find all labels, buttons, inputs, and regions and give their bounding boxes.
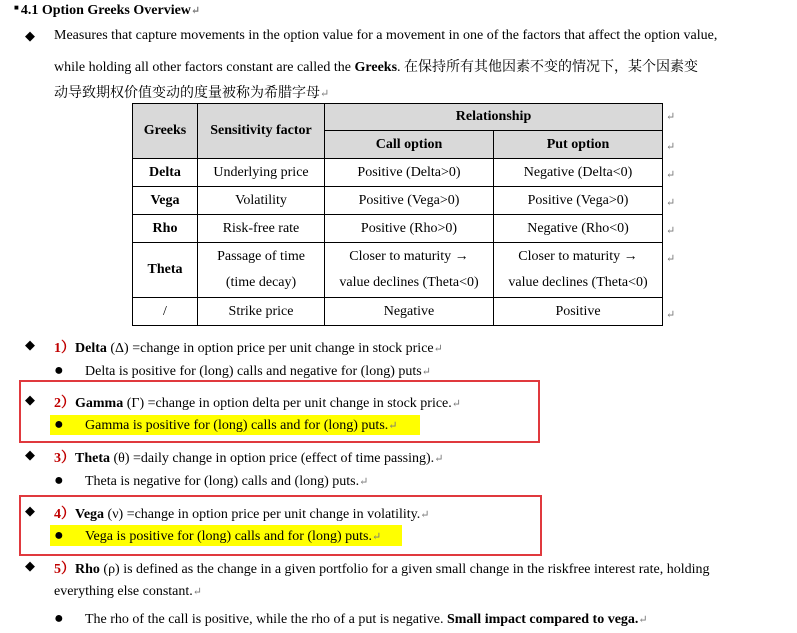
cell-call: Negative xyxy=(325,298,494,326)
header-call: Call option xyxy=(325,131,494,159)
diamond-bullet-icon: ◆ xyxy=(25,558,35,573)
paragraph-mark-icon: ↵ xyxy=(388,420,398,432)
table-row xyxy=(133,187,663,215)
theta-definition: 3）Theta (θ) =daily change in option price (effect of time passing).↵ xyxy=(54,451,444,466)
row-end-mark-icon: ↵ xyxy=(666,197,676,209)
paragraph-mark-icon: ↵ xyxy=(420,509,430,521)
cell-factor: Strike price xyxy=(198,298,325,326)
gamma-definition: 2）Gamma (Γ) =change in option delta per unit change in stock price.↵ xyxy=(54,396,461,411)
dot-bullet-icon: ● xyxy=(54,527,64,544)
row-end-mark-icon: ↵ xyxy=(666,111,676,123)
row-end-mark-icon: ↵ xyxy=(666,169,676,181)
paragraph-mark-icon: ↵ xyxy=(434,453,444,465)
theta-bullet-text: Theta is negative for (long) calls and (long) puts.↵ xyxy=(85,474,369,489)
cell-factor: Risk-free rate xyxy=(198,215,325,243)
paragraph-mark-icon: ↵ xyxy=(371,531,382,543)
cell-greek: Vega xyxy=(133,187,198,215)
diamond-bullet-icon: ◆ xyxy=(25,447,35,462)
cell-put: Negative (Delta<0) xyxy=(494,159,663,187)
delta-bullet-text: Delta is positive for (long) calls and negative for (long) puts↵ xyxy=(85,364,431,379)
diamond-bullet-icon: ◆ xyxy=(25,503,35,518)
header-sensitivity: Sensitivity factor xyxy=(198,104,325,159)
paragraph-mark-icon: ↵ xyxy=(359,476,369,488)
row-end-mark-icon: ↵ xyxy=(666,141,676,153)
cell-put: Negative (Rho<0) xyxy=(494,215,663,243)
cell-put: Positive xyxy=(494,298,663,326)
section-title: 4.1 Option Greeks Overview xyxy=(20,3,191,18)
intro-line-3: 动导致期权价值变动的度量被称为希腊字母↵ xyxy=(54,86,330,101)
row-end-mark-icon: ↵ xyxy=(666,253,676,265)
rho-definition-line2: everything else constant.↵ xyxy=(54,584,203,599)
gamma-bullet-text: Gamma is positive for (long) calls and for (long) puts.↵ xyxy=(85,418,398,433)
paragraph-mark-icon: ↵ xyxy=(192,586,203,598)
table-row xyxy=(133,215,663,243)
header-greeks: Greeks xyxy=(133,104,198,159)
header-relationship: Relationship xyxy=(325,104,663,131)
paragraph-mark-icon: ↵ xyxy=(433,343,443,355)
header-put: Put option xyxy=(494,131,663,159)
cell-greek: / xyxy=(133,298,198,326)
heading-square-marker: ■ xyxy=(14,3,19,12)
cell-put: Closer to maturity → value declines (Theta<0) xyxy=(494,243,663,298)
cell-greek: Rho xyxy=(133,215,198,243)
row-end-mark-icon: ↵ xyxy=(666,225,676,237)
cell-call: Positive (Vega>0) xyxy=(325,187,494,215)
dot-bullet-icon: ● xyxy=(54,362,64,379)
cell-factor: Passage of time (time decay) xyxy=(198,243,325,298)
cell-factor: Volatility xyxy=(198,187,325,215)
paragraph-mark-icon: ↵ xyxy=(421,366,431,378)
paragraph-mark-icon: ↵ xyxy=(638,614,648,626)
dot-bullet-icon: ● xyxy=(54,472,64,489)
section-heading xyxy=(14,3,200,19)
cell-put: Positive (Vega>0) xyxy=(494,187,663,215)
cell-greek: Delta xyxy=(133,159,198,187)
greeks-bold-term: Greeks xyxy=(354,60,398,75)
table-row xyxy=(133,243,663,298)
table-row xyxy=(133,298,663,326)
intro-line-1: Measures that capture movements in the option value for a movement in one of the factors that affect the option value, xyxy=(54,28,718,43)
cell-call: Closer to maturity → value declines (Theta<0) xyxy=(325,243,494,298)
delta-definition: 1）Delta (Δ) =change in option price per unit change in stock price↵ xyxy=(54,341,443,356)
greeks-table xyxy=(132,103,663,326)
cell-call: Positive (Rho>0) xyxy=(325,215,494,243)
row-end-mark-icon: ↵ xyxy=(666,309,676,321)
rho-definition-line1: 5）Rho (ρ) is defined as the change in a given portfolio for a given small change in the riskfree interest rate, holding xyxy=(54,562,710,577)
paragraph-mark-icon: ↵ xyxy=(451,398,461,410)
diamond-bullet-icon: ◆ xyxy=(25,28,35,43)
paragraph-mark-icon: ↵ xyxy=(190,5,201,17)
vega-definition: 4）Vega (ν) =change in option price per unit change in volatility.↵ xyxy=(54,507,430,522)
diamond-bullet-icon: ◆ xyxy=(25,392,35,407)
diamond-bullet-icon: ◆ xyxy=(25,337,35,352)
paragraph-mark-icon: ↵ xyxy=(320,88,330,100)
intro-line-2: while holding all other factors constant are called the Greeks. 在保持所有其他因素不变的情况下，某个因素变 xyxy=(54,60,699,75)
dot-bullet-icon: ● xyxy=(54,610,64,627)
cell-greek: Theta xyxy=(133,243,198,298)
rho-bullet-text: The rho of the call is positive, while the rho of a put is negative. Small impact compared to vega.↵ xyxy=(85,612,648,627)
vega-bullet-text: Vega is positive for (long) calls and for (long) puts.↵ xyxy=(85,529,382,544)
cell-factor: Underlying price xyxy=(198,159,325,187)
cell-call: Positive (Delta>0) xyxy=(325,159,494,187)
dot-bullet-icon: ● xyxy=(54,416,64,433)
table-row xyxy=(133,159,663,187)
